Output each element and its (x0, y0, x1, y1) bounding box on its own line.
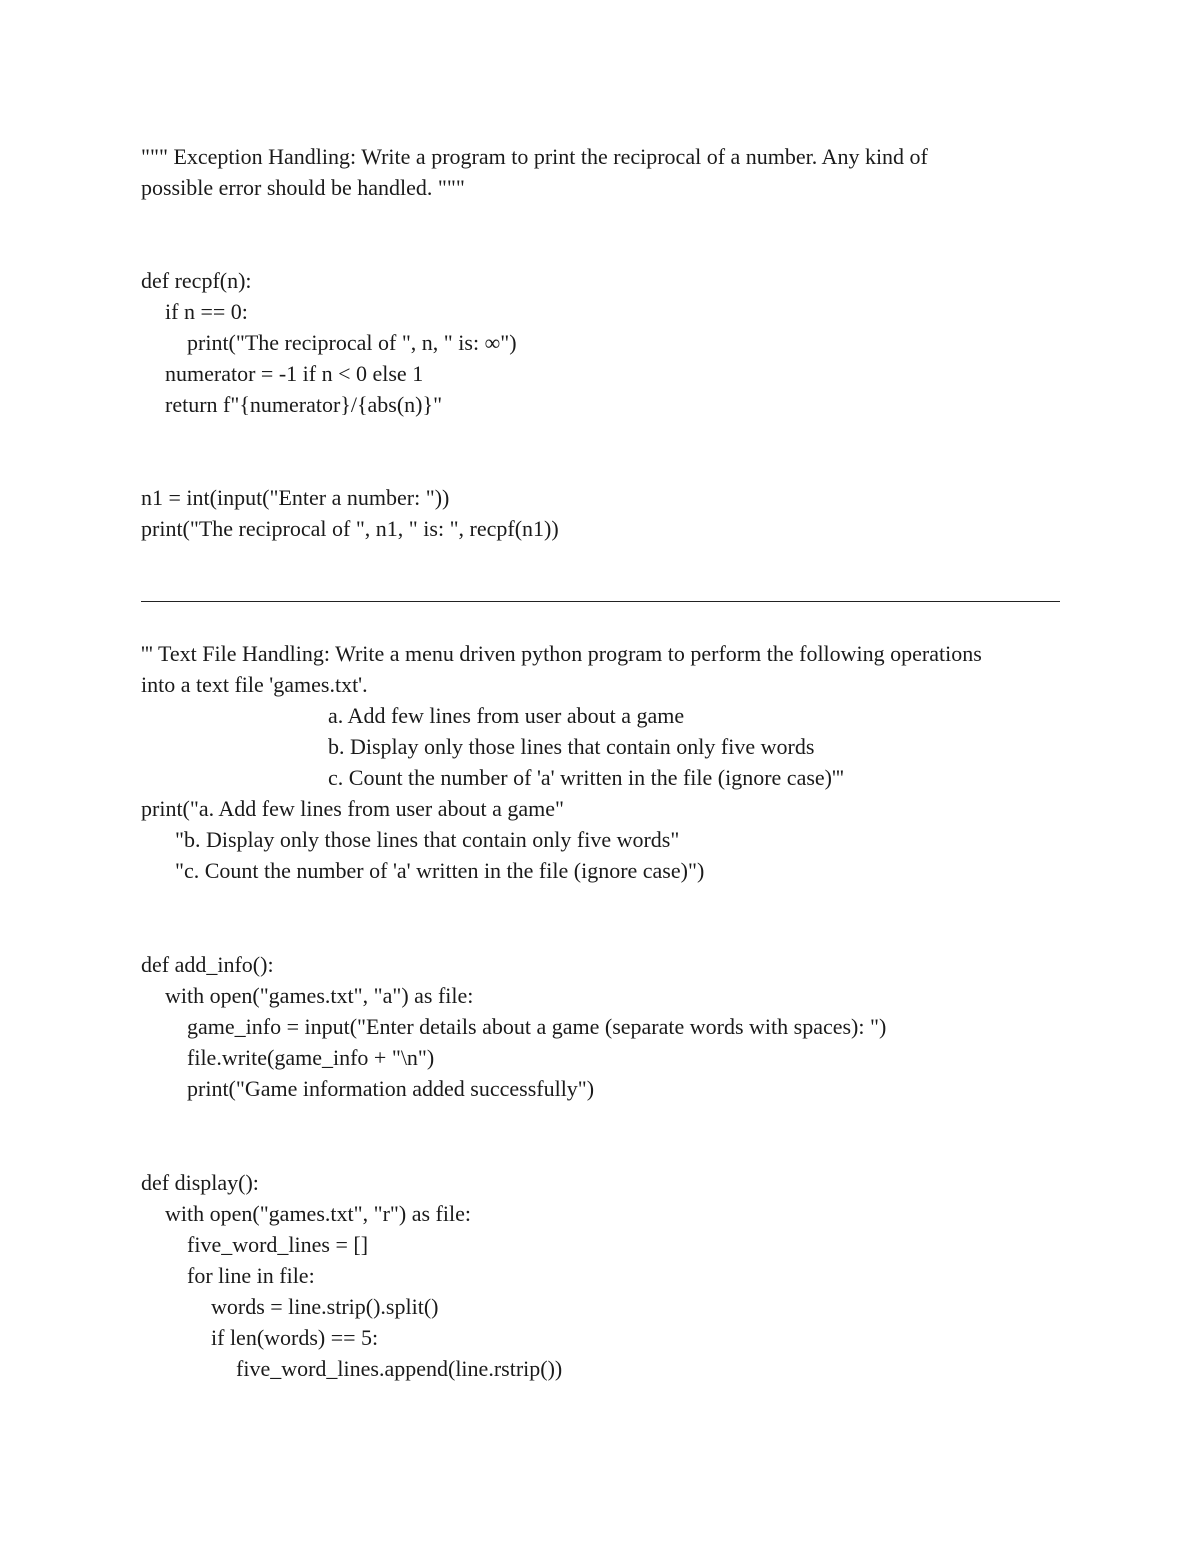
code-line: "c. Count the number of 'a' written in the file (ignore case)") (175, 858, 705, 883)
code-line: with open("games.txt", "a") as file: (165, 983, 474, 1008)
code-line: for line in file: (187, 1263, 315, 1288)
option-line: c. Count the number of 'a' written in the file (ignore case)''' (328, 765, 844, 790)
code-line: print("The reciprocal of ", n, " is: ∞") (187, 330, 517, 355)
option-line: b. Display only those lines that contain only five words (328, 734, 815, 759)
code-line: five_word_lines.append(line.rstrip()) (236, 1356, 563, 1381)
code-line: numerator = -1 if n < 0 else 1 (165, 361, 424, 386)
option-line: a. Add few lines from user about a game (328, 703, 685, 728)
code-line: print("Game information added successfully") (187, 1076, 595, 1101)
code-line: print("The reciprocal of ", n1, " is: ", recpf(n1)) (141, 516, 559, 541)
code-line: print("a. Add few lines from user about a game" (141, 796, 565, 821)
code-line: def recpf(n): (141, 268, 252, 293)
docstring-line: possible error should be handled. """ (141, 175, 465, 200)
docstring-line: into a text file 'games.txt'. (141, 672, 368, 697)
code-line: return f"{numerator}/{abs(n)}" (165, 392, 443, 417)
code-line: if n == 0: (165, 299, 248, 324)
section-divider (141, 601, 1060, 602)
code-line: with open("games.txt", "r") as file: (165, 1201, 471, 1226)
code-line: five_word_lines = [] (187, 1232, 369, 1257)
docstring-line: """ Exception Handling: Write a program to print the reciprocal of a number. Any kind of (141, 144, 928, 169)
code-line: def display(): (141, 1170, 259, 1195)
code-line: words = line.strip().split() (211, 1294, 439, 1319)
code-line: file.write(game_info + "\n") (187, 1045, 435, 1070)
code-line: game_info = input("Enter details about a game (separate words with spaces): ") (187, 1014, 887, 1039)
code-line: "b. Display only those lines that contain only five words" (175, 827, 680, 852)
code-line: def add_info(): (141, 952, 274, 977)
code-line: n1 = int(input("Enter a number: ")) (141, 485, 450, 510)
docstring-line: ''' Text File Handling: Write a menu driven python program to perform the following operations (141, 641, 982, 666)
code-line: if len(words) == 5: (211, 1325, 379, 1350)
